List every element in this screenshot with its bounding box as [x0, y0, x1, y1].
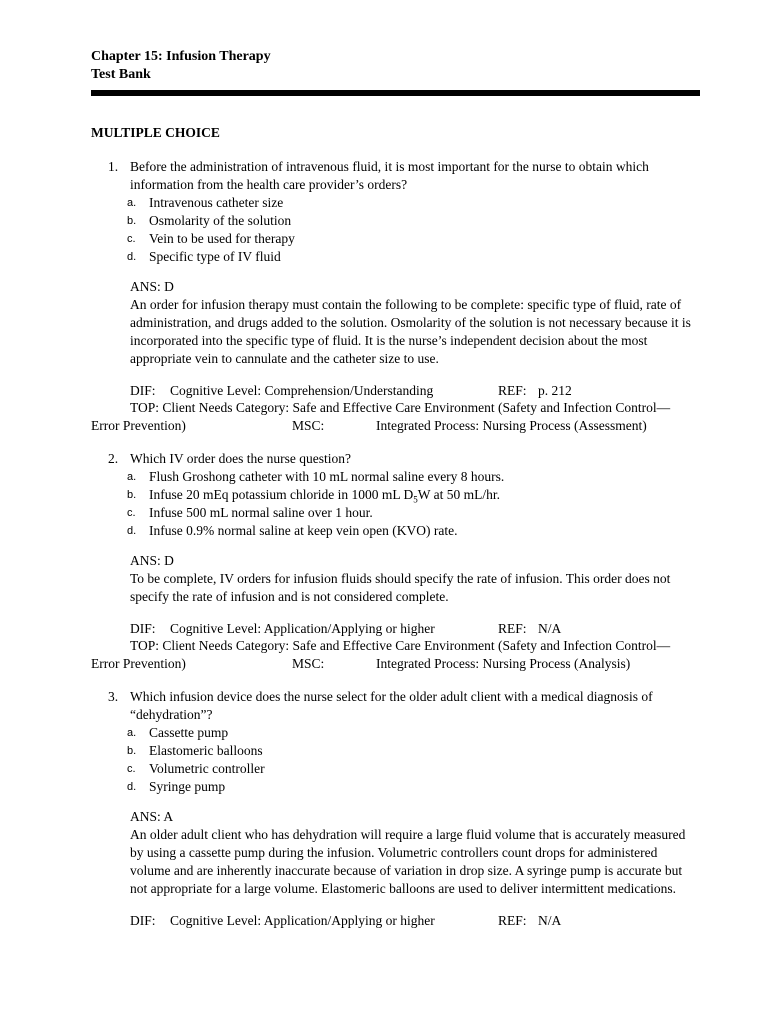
option-b [127, 486, 701, 505]
option-letter: d. [127, 525, 137, 537]
ref-label: REF: [498, 913, 527, 928]
option-letter: b. [127, 745, 137, 757]
dif-ref-row [130, 912, 701, 929]
option-text: Vein to be used for therapy [149, 231, 295, 246]
option-text: Infuse 500 mL normal saline over 1 hour. [149, 505, 373, 520]
rationale: An order for infusion therapy must contain the following to be complete: specific type of fluid, rate of administration, and drugs added to the solution. Osmolarity of the solution is not necessary because it is incorporated into the specific type of fluid. It is the nurse’s independent decision about the most appropriate vein to cannulate and the catheter size to use. [130, 297, 691, 366]
dif-label: DIF: [130, 383, 156, 398]
question-stem: Which IV order does the nurse question? [130, 451, 351, 466]
option-text: Elastomeric balloons [149, 743, 263, 758]
rationale: To be complete, IV orders for infusion fluids should specify the rate of infusion. This order does not specify the rate of infusion and is not considered complete. [130, 571, 671, 604]
msc-label: MSC: [292, 656, 325, 671]
header-rule [91, 90, 700, 96]
question-metadata [91, 620, 701, 672]
top-continuation: Error Prevention) [91, 656, 186, 671]
option-letter: d. [127, 251, 137, 263]
dif-value: Cognitive Level: Application/Applying or higher [170, 621, 435, 636]
document-page [91, 48, 701, 929]
option-d [127, 778, 701, 796]
ref-label: REF: [498, 621, 527, 636]
option-letter: c. [127, 233, 136, 245]
question-1 [91, 158, 701, 434]
option-text-post: W at 50 mL/hr. [417, 487, 500, 502]
question-3 [91, 688, 701, 929]
option-a [127, 468, 701, 486]
dif-value: Cognitive Level: Application/Applying or higher [170, 913, 435, 928]
option-letter: d. [127, 781, 137, 793]
msc-label: MSC: [292, 418, 325, 433]
option-text: Infuse 0.9% normal saline at keep vein open (KVO) rate. [149, 523, 458, 538]
question-2 [91, 450, 701, 672]
test-bank-subtitle: Test Bank [91, 67, 151, 82]
chapter-title: Chapter 15: Infusion Therapy [91, 49, 271, 64]
answer-options [127, 468, 701, 540]
answer-options [127, 194, 701, 266]
option-letter: a. [127, 727, 137, 739]
option-letter: a. [127, 197, 137, 209]
option-text: Volumetric controller [149, 761, 265, 776]
option-text: Specific type of IV fluid [149, 249, 281, 264]
ref-value: N/A [538, 913, 562, 928]
dif-ref-row [130, 382, 701, 399]
rationale: An older adult client who has dehydration will require a large fluid volume that is accurately measured by using a cassette pump during the infusion. Volumetric controllers count drops for administered volume and are inherently inaccurate because of variation in drop size. A syringe pump is accurate but not appropriate for a large volume. Elastomeric balloons are used to deliver intermittent medications. [130, 827, 686, 896]
msc-value: Integrated Process: Nursing Process (Assessment) [376, 418, 647, 433]
top-line: TOP: Client Needs Category: Safe and Effective Care Environment (Safety and Infection Control— [130, 400, 671, 415]
option-d [127, 522, 701, 540]
option-text: Intravenous catheter size [149, 195, 284, 210]
option-c [127, 760, 701, 778]
answer-key: ANS: A [130, 809, 174, 824]
section-heading: MULTIPLE CHOICE [91, 125, 220, 140]
option-letter: a. [127, 471, 137, 483]
dif-label: DIF: [130, 913, 156, 928]
option-letter: b. [127, 215, 137, 227]
option-c [127, 504, 701, 522]
question-stem: Before the administration of intravenous fluid, it is most important for the nurse to obtain which information from the health care provider’s orders? [130, 159, 649, 192]
option-letter: c. [127, 763, 136, 775]
option-text: Flush Groshong catheter with 10 mL normal saline every 8 hours. [149, 469, 505, 484]
option-letter: c. [127, 507, 136, 519]
option-b [127, 742, 701, 760]
ref-value: N/A [538, 621, 562, 636]
ref-label: REF: [498, 383, 527, 398]
top-msc-row [91, 655, 701, 672]
question-metadata [91, 382, 701, 434]
option-text: Syringe pump [149, 779, 226, 794]
answer-key: ANS: D [130, 279, 174, 294]
top-line: TOP: Client Needs Category: Safe and Effective Care Environment (Safety and Infection Control— [130, 638, 671, 653]
ref-value: p. 212 [538, 383, 572, 398]
dif-value: Cognitive Level: Comprehension/Understanding [170, 383, 434, 398]
option-text: Osmolarity of the solution [149, 213, 292, 228]
msc-value: Integrated Process: Nursing Process (Analysis) [376, 656, 631, 671]
option-c [127, 230, 701, 248]
answer-key: ANS: D [130, 553, 174, 568]
option-text-pre: Infuse 20 mEq potassium chloride in 1000 mL D [149, 487, 414, 502]
option-b [127, 212, 701, 230]
option-text: Cassette pump [149, 725, 229, 740]
top-msc-row [91, 417, 701, 434]
top-continuation: Error Prevention) [91, 418, 186, 433]
option-d [127, 248, 701, 266]
question-stem: Which infusion device does the nurse select for the older adult client with a medical diagnosis of “dehydration”? [130, 689, 653, 722]
question-number: 3. [108, 689, 119, 704]
question-metadata [130, 912, 701, 929]
option-letter: b. [127, 489, 137, 501]
option-text-subscript: 5 [413, 494, 418, 505]
dif-ref-row [130, 620, 701, 637]
answer-options [127, 724, 701, 796]
question-number: 2. [108, 451, 119, 466]
option-a [127, 194, 701, 212]
option-a [127, 724, 701, 742]
dif-label: DIF: [130, 621, 156, 636]
question-number: 1. [108, 159, 119, 174]
